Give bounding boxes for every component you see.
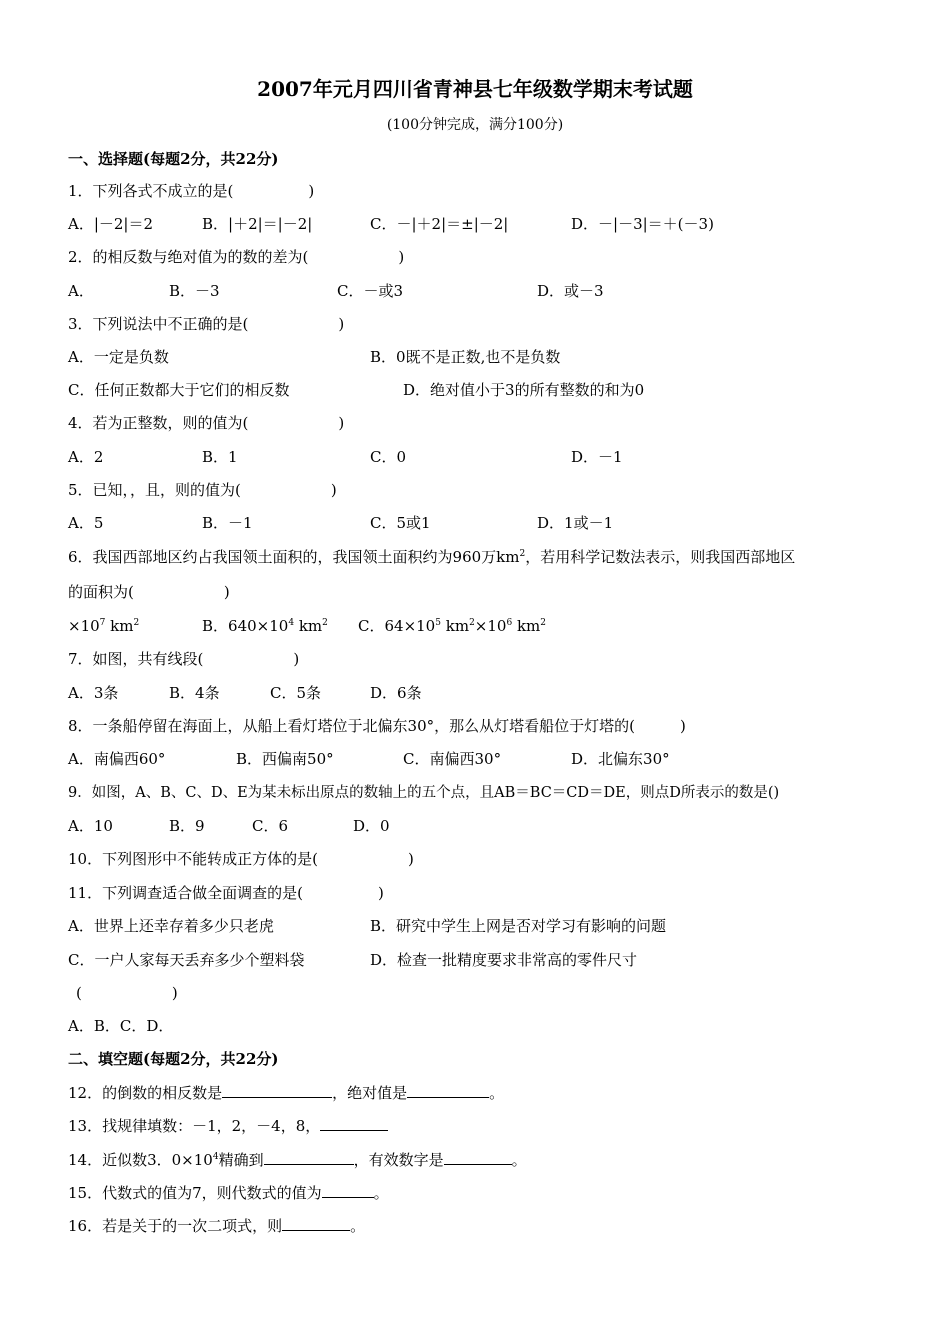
q4-option-b: B．1 [202, 448, 238, 466]
q16-text-end: 。 [350, 1217, 366, 1235]
question-2: 2．的相反数与绝对值为的数的差为( ) [68, 248, 405, 266]
question-3: 3．下列说法中不正确的是( ) [68, 315, 345, 333]
q14-answer-blank-1[interactable] [264, 1149, 354, 1165]
fill-question-15 [68, 1182, 389, 1204]
q6c-second-exponent: 6 [506, 618, 513, 628]
q3-option-c: C．任何正数都大于它们的相反数 [68, 381, 290, 399]
q7-option-b: B．4条 [169, 684, 220, 702]
q6a-base: ×10 [68, 617, 100, 635]
q6-option-a [68, 615, 139, 637]
q6-unit-exponent: 2 [519, 549, 526, 559]
q11-option-d: D．检查一批精度要求非常高的零件尺寸 [370, 951, 638, 969]
q7-option-a: A．3条 [68, 684, 119, 702]
q14-text-middle-2: ，有效数字是 [353, 1151, 444, 1169]
q12-answer-blank-1[interactable] [222, 1082, 332, 1098]
question-5: 5．已知，，且，则的值为( ) [68, 481, 337, 499]
q2-option-c: C．－或3 [337, 282, 404, 300]
q11-option-b: B．研究中学生上网是否对学习有影响的问题 [370, 917, 667, 935]
q6b-exponent: 4 [288, 618, 295, 628]
q11-option-a: A．世界上还幸存着多少只老虎 [68, 917, 274, 935]
q6a-unit: km [105, 617, 134, 635]
q1-option-c: C．－|＋2|＝±|－2| [370, 215, 509, 233]
question-4: 4．若为正整数，则的值为( ) [68, 414, 345, 432]
q8-option-c: C．南偏西30° [403, 750, 502, 768]
q6c-base: C．64×10 [358, 617, 436, 635]
question-12-paren: ( ) [76, 984, 178, 1002]
q13-answer-blank[interactable] [320, 1115, 388, 1131]
question-1: 1．下列各式不成立的是( ) [68, 182, 315, 200]
q6-text: 6．我国西部地区约占我国领土面积的，我国领土面积约为960万km [68, 548, 520, 566]
q1-option-b: B．|＋2|＝|－2| [202, 215, 313, 233]
q9-option-b: B．9 [169, 817, 205, 835]
q9-option-c: C．6 [252, 817, 289, 835]
q3-option-a: A．一定是负数 [68, 348, 169, 366]
q1-option-d: D．－|－3|＝＋(－3) [571, 215, 714, 233]
q2-option-d: D．或－3 [537, 282, 604, 300]
q14-exponent: 4 [212, 1152, 219, 1162]
q1-option-a: A．|－2|＝2 [68, 215, 154, 233]
q15-text-end: 。 [373, 1184, 389, 1202]
page-title: 2007年元月四川省青神县七年级数学期末考试题 [257, 77, 693, 101]
q7-option-d: D．6条 [370, 684, 422, 702]
fill-question-16 [68, 1215, 365, 1237]
q3-option-b: B．0既不是正数,也不是负数 [370, 348, 561, 366]
q6c-second-unit-exponent: 2 [540, 618, 547, 628]
q6a-unit-exponent: 2 [133, 618, 140, 628]
q14-answer-blank-2[interactable] [444, 1149, 512, 1165]
q6c-unit: km [440, 617, 470, 635]
q16-answer-blank[interactable] [282, 1215, 350, 1231]
q9-option-d: D．0 [353, 817, 390, 835]
question-9: 9．如图，A、B、C、D、E为某未标出原点的数轴上的五个点，且AB＝BC＝CD＝DE，则点D所表示的数是() [68, 785, 780, 801]
q4-option-a: A．2 [68, 448, 104, 466]
section-heading-choice: 一、选择题(每题2分，共22分) [68, 150, 279, 168]
q11-option-c: C．一户人家每天丢弃多少个塑料袋 [68, 951, 305, 969]
fill-question-12 [68, 1082, 504, 1104]
q6-option-b [202, 615, 328, 637]
q6c-second-base: ×10 [474, 617, 507, 635]
question-10: 10．下列图形中不能转成正方体的是( ) [68, 850, 414, 868]
q6-text-end: ，若用科学记数法表示，则我国西部地区 [525, 548, 796, 566]
q12-answer-blank-2[interactable] [407, 1082, 489, 1098]
q6c-second-unit: km [512, 617, 541, 635]
q6b-unit-exponent: 2 [322, 618, 328, 628]
question-12-options: A．B．C．D． [68, 1017, 174, 1035]
q6-option-c [358, 615, 546, 637]
q14-text: 14．近似数3．0×10 [68, 1151, 213, 1169]
q13-text: 13．找规律填数：－1，2，－4，8， [68, 1117, 321, 1135]
fill-question-14 [68, 1149, 527, 1171]
fill-question-13 [68, 1115, 388, 1137]
q6a-exponent: 7 [99, 618, 106, 628]
question-8: 8．一条船停留在海面上，从船上看灯塔位于北偏东30°，那么从灯塔看船位于灯塔的( ) [68, 717, 686, 735]
question-6-continued: 的面积为( ) [68, 583, 230, 601]
q5-option-d: D．1或－1 [537, 514, 614, 532]
q6b-base: B．640×10 [202, 617, 289, 635]
question-7: 7．如图，共有线段( ) [68, 650, 300, 668]
q9-option-a: A．10 [68, 817, 113, 835]
q6c-exponent: 5 [435, 618, 441, 628]
q7-option-c: C．5条 [270, 684, 322, 702]
q15-text: 15．代数式的值为7，则代数式的值为 [68, 1184, 322, 1202]
q8-option-b: B．西偏南50° [236, 750, 334, 768]
q14-text-end: 。 [511, 1151, 527, 1169]
q5-option-a: A．5 [68, 514, 104, 532]
question-6 [68, 546, 795, 568]
q6b-unit: km [294, 617, 323, 635]
q12-text-end: 。 [489, 1084, 505, 1102]
q8-option-d: D．北偏东30° [571, 750, 670, 768]
page-subtitle: (100分钟完成，满分100分) [386, 117, 564, 133]
q4-option-d: D．－1 [571, 448, 623, 466]
q2-option-a: A． [68, 282, 94, 300]
q14-text-middle: 精确到 [218, 1151, 264, 1169]
q5-option-c: C．5或1 [370, 514, 431, 532]
q8-option-a: A．南偏西60° [68, 750, 166, 768]
question-11: 11．下列调查适合做全面调查的是( ) [68, 884, 384, 902]
q3-option-d: D．绝对值小于3的所有整数的和为0 [403, 381, 645, 399]
section-heading-fill: 二、填空题(每题2分，共22分) [68, 1050, 279, 1068]
q16-text: 16．若是关于的一次二项式，则 [68, 1217, 283, 1235]
q5-option-b: B．－1 [202, 514, 253, 532]
q15-answer-blank[interactable] [322, 1182, 374, 1198]
q4-option-c: C．0 [370, 448, 407, 466]
q2-option-b: B．－3 [169, 282, 220, 300]
q6c-unit-exponent: 2 [469, 618, 475, 628]
q12-text: 12．的倒数的相反数是 [68, 1084, 223, 1102]
q12-text-middle: ，绝对值是 [332, 1084, 408, 1102]
